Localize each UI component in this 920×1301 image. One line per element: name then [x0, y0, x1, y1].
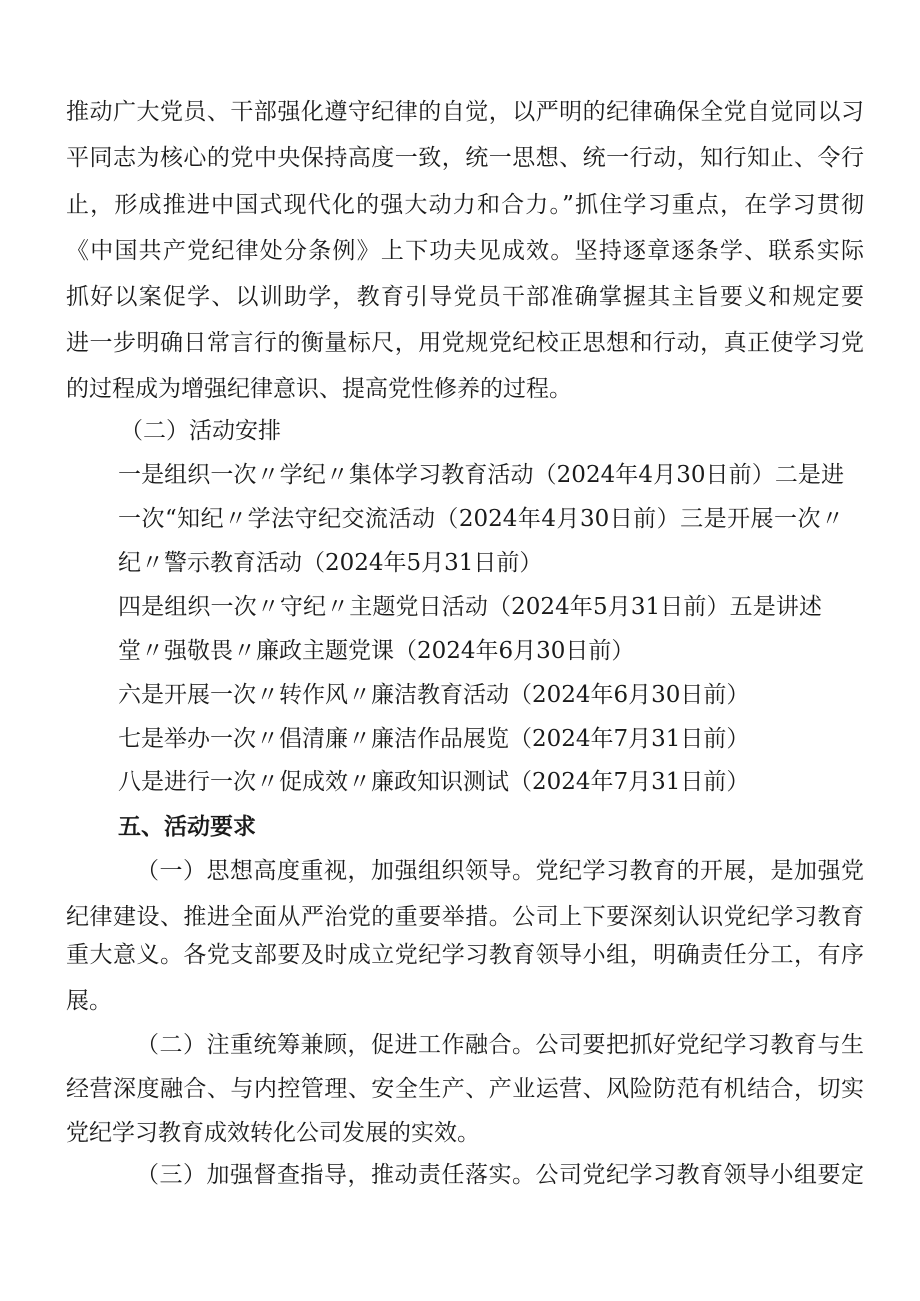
activity-line-3: 纪〃警示教育活动（2024年5月31日前） — [118, 550, 543, 576]
intro-line-6: 进一步明确日常言行的衡量标尺，用党规党纪校正思想和行动，真正使学习党 — [66, 330, 864, 356]
activity-line-8: 八是进行一次〃促成效〃廉政知识测试（2024年7月31日前） — [118, 769, 750, 795]
intro-line-2: 平同志为核心的党中央保持高度一致，统一思想、统一行动，知行知止、令行 — [66, 145, 864, 171]
req3-line-1: （三）加强督查指导，推动责任落实。公司党纪学习教育领导小组要定 — [136, 1162, 864, 1188]
req1-line-1: （一）思想高度重视，加强组织领导。党纪学习教育的开展，是加强党 — [136, 858, 864, 884]
intro-line-5: 抓好以案促学、以训助学，教育引导党员干部准确掌握其主旨要义和规定要 — [66, 284, 864, 310]
activity-line-1: 一是组织一次〃学纪〃集体学习教育活动（2024年4月30日前）二是进 — [118, 462, 844, 488]
activity-line-2: 一次“知纪〃学法守纪交流活动（2024年4月30日前）三是开展一次〃 — [118, 506, 844, 532]
req1-line-4: 展。 — [66, 988, 112, 1014]
activity-line-4: 四是组织一次〃守纪〃主题党日活动（2024年5月31日前）五是讲述 — [118, 594, 822, 620]
req2-line-2: 经营深度融合、与内控管理、安全生产、产业运营、风险防范有机结合，切实 — [66, 1076, 864, 1102]
req2-line-1: （二）注重统筹兼顾，促进工作融合。公司要把抓好党纪学习教育与生 — [136, 1032, 864, 1058]
requirements-heading: 五、活动要求 — [118, 813, 256, 840]
req1-line-3: 重大意义。各党支部要及时成立党纪学习教育领导小组，明确责任分工，有序 — [66, 942, 864, 968]
activity-heading: （二）活动安排 — [120, 418, 281, 444]
activity-line-7: 七是举办一次〃倡清廉〃廉洁作品展览（2024年7月31日前） — [118, 726, 750, 752]
intro-line-4: 《中国共产党纪律处分条例》上下功夫见成效。坚持逐章逐条学、联系实际 — [66, 238, 864, 264]
intro-line-1: 推动广大党员、干部强化遵守纪律的自觉，以严明的纪律确保全党自觉同以习 — [66, 99, 864, 125]
req1-line-2: 纪律建设、推进全面从严治党的重要举措。公司上下要深刻认识党纪学习教育 — [66, 904, 864, 930]
activity-line-6: 六是开展一次〃转作风〃廉洁教育活动（2024年6月30日前） — [118, 682, 750, 708]
req2-line-3: 党纪学习教育成效转化公司发展的实效。 — [66, 1120, 480, 1146]
activity-line-5: 堂〃强敬畏〃廉政主题党课（2024年6月30日前） — [118, 638, 635, 664]
intro-line-7: 的过程成为增强纪律意识、提高党性修养的过程。 — [66, 376, 572, 402]
intro-line-3: 止，形成推进中国式现代化的强大动力和合力。”抓住学习重点，在学习贯彻 — [66, 192, 864, 218]
